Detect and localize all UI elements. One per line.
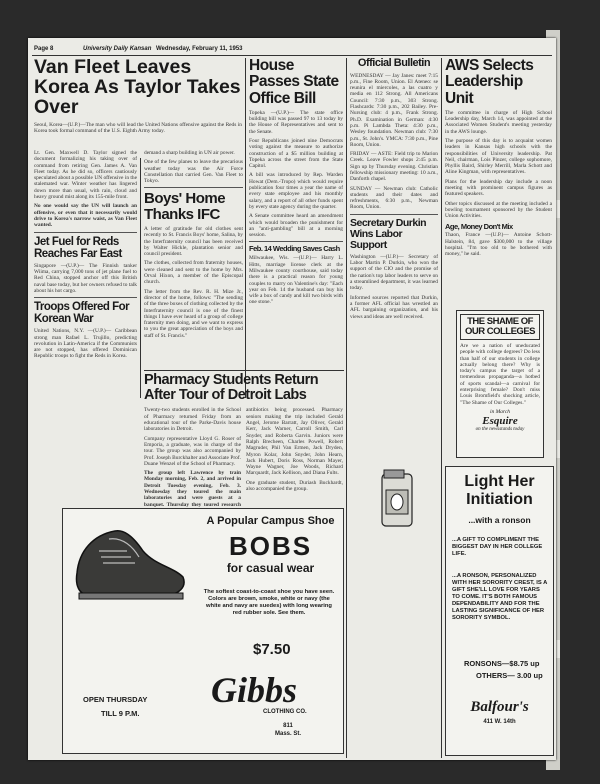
aws-body-3: Plans for the leadership day include a noon meeting with prominent campus figures as featured speakers. [445,178,552,198]
esquire-ad [456,310,544,458]
shame-body: Are we a nation of uneducated people with college degrees? Do less than half of our students in college actually belong there? Why is today's campus the target of a tremendous propaganda—a hotbed of sports scandal—a carnival for enterprising female? Don't miss Louis Bromfield's shocking article, "The Shame of Our Colleges." [460,342,540,406]
ronson-price-1: RONSONS—$8.75 up [464,659,540,668]
van-fleet-headline: Van Fleet Leaves Korea As Taylor Takes Over [34,58,241,118]
balfour-logo: Balfour's [470,699,529,715]
balfour-address: 411 W. 14th [483,719,516,725]
column-rule [346,58,347,758]
van-fleet-story [34,58,242,148]
bulletin-title: Official Bulletin [357,58,431,69]
jet-fuel-body: Singapore —(U.P.)— The Finnish tanker Wiima, carrying 7,000 tons of jet plane fuel to Red China, stopped anchor off this British naval base today, but her owners refused to talk about his hot cargo. [34,262,137,294]
durkin-headline: Secretary Durkin Wins Labor Support [350,216,427,251]
boys-home-headline: Boys' Home Thanks IFC [144,190,226,224]
ronson-ad [445,466,554,756]
gibbs-address-1: 811 [283,723,293,729]
ronson-with: ...with a ronson [468,515,531,525]
page-number: Page 8 [34,46,54,52]
ronson-pitch-1: ...A GIFT TO COMPLIMENT THE BIGGEST DAY IN HER COLLEGE LIFE. [452,537,543,557]
pharmacy-body-5: One graduate student, Duriash Buckhardt, also accompanied the group. [246,479,343,492]
aws-headline: AWS Selects Leadership Unit [445,58,534,107]
column-4 [350,58,438,528]
aws-body-2: The purpose of this day is to acquaint women leaders in Kansas high schools with the responsibilities of University leadership. Pat Neil, chairman, Lois Pinzer, college sophomore, Phyllis Baird, Shirley Merrill, Marla Schott and Aline Kingman, with representatives. [445,137,552,176]
aws-body-4: Other topics discussed at the meeting included a bowling tournament sponsored by the Student Union Activities. [445,200,552,220]
pharmacy-body-1: Twenty-two students enrolled in the School of Pharmacy returned Friday from an educational tour of the Parke-Davis house laboratories in Detroit. [144,407,241,433]
durkin-body-1: Washington —(U.P.)— Secretary of Labor Martin P. Durkin, who won the support of the CIO and the promise of the nation's top labor leaders to serve on a streamlined department, it was learned today. [350,253,438,292]
column-5 [445,58,552,308]
gibbs-address-2: Mass. St. [274,731,301,737]
masthead: University Daily Kansan [83,46,152,52]
troops-body: United Nations, N.Y. —(U.P.)— Caribbean strong man Rafael L. Trujillo, predicting revolution in Latin-America if the Communists are not stopped, has offered Dominican Republic troops to fight the Reds in Korea. [34,328,137,360]
column-2 [144,150,243,398]
story-rule [144,370,344,371]
ronson-pitch-2: ...A RONSON, PERSONALIZED WITH HER SORORITY CREST, IS A GIFT SHE'LL LOVE FOR YEARS TO COME. IT'S BOTH FAMOUS DEPENDABILITY AND FOR THE LASTING SIGNIFICANCE OF HER SORORITY SYMBOL. [452,573,548,621]
bobs-name: BOBS [228,531,313,561]
bobs-description: The softest coast-to-coast shoe you have seen. Colors are brown, smoke, white or navy (the white and navy are suedes) with long wearing red rubber sole. See them. [203,589,335,616]
house-body-3: A bill was introduced by Rep. Warden Howat (Dem.-Tropo) which would require publication four times a year the name of every state employee and his monthly salary, and a report of all other funds spent by every state agency during the quarter. [249,172,343,210]
ronson-price-2: OTHERS— 3.00 up [476,671,543,680]
pharmacy-body-2: Company representative Lloyd G. Roser of Emporia, a graduate, was in charge of the tour. The group was also accompanied by Prof. Joseph Burckhalter and Associate Prof. Duane Wenzel of the School of Pharmacy. [144,435,241,467]
bulletin-friday: FRIDAY — ASTE: Field trip to Marion Creek. Leave Fowler shops 2:45 p.m. Sign up by Thursday evening. Christian fellowship missionary meeting: 10 a.m., Danforth chapel. [350,151,438,183]
bobs-till: TILL 9 P.M. [101,709,140,718]
gibbs-logo: Gibbs [211,670,298,710]
column-rule [140,158,141,398]
house-body-1: Topeka —(U.P.)— The state office building bill was passed 97 to 13 today by the House of Representatives and sent to the Senate. [249,109,343,135]
boys-home-body-2: The clothes, collected from fraternity houses, were cleaned and sent to the home by Mrs. Orval Hixon, a member of the Episcopal church. [144,260,243,286]
wedding-headline: Feb. 14 Wedding Saves Cash [249,244,340,254]
house-body-2: Four Republicans joined nine Democrats voting against the measure to authorize construction of a $5 million building at Topeka across the street from the State Capitol. [249,137,343,170]
age-money-body: Thaon, France —(U.P.)— Antoine Schott-Halstein, 84, gave $300,000 to the village hospital. "I'm too old to be bothered with money," he said. [445,232,552,258]
bobs-price: $7.50 [253,641,291,658]
house-passes-headline: House Passes State Office Bill [249,58,339,107]
van-fleet-body: Lt. Gen. Maxwell D. Taylor signed the document formalizing his taking over of command from retiring Gen. James A. Van Fleet today. As he did so, officers cautiously speculated about a possible UN offensive in the stalemated war. Winter weather has lingered down more than usual, with rain, cloud and heavy ground mist along its 155-mile front. [34,150,137,201]
durkin-body-2: Informed sources reported that Durkin, a former AFL official has wrestled an AFL bargaining organization, and his views and ideas are well received. [350,294,438,320]
column-rule [441,58,442,758]
pharmacy-headline: Pharmacy Students Return After Tour of Detroit Labs [144,373,319,404]
folio-rule [32,55,552,56]
bulletin-sunday: SUNDAY — Newman club: Catholic students and their dates and refreshments, 6:30 p.m., Newman Room, Union. [350,185,438,211]
gibbs-sub: CLOTHING CO. [263,709,307,715]
ronson-title: Light Her Initiation [464,473,535,508]
bobs-tagline: A Popular Campus Shoe [206,515,335,527]
van-fleet-lead: Seoul, Korea—(U.P.)—The man who will lead the United Nations offensive against the Reds in Korea took formal command of the U.S. Eighth Army today. [34,121,242,134]
van-fleet-body-bold: No one would say the UN will launch an offensive, or even that it necessarily would drive to Korea's narrow waist, as Van Fleet wanted. [34,203,137,229]
bobs-sub: for casual wear [226,561,315,575]
boys-home-body-3: The letter from the Rev. R. H. Mize Jr., director of the home, follows: "The sending of the three boxes of clothing collected by the Interfraternity council is one of the finest things I have ever heard of a group of college fraternity men doing, and we want to express to you the great appreciation of the boys and staff of St. Francis." [144,288,243,339]
wedding-body: Milwaukee, Wis. —(U.P.)— Harry L. Hitts, marriage license clerk at the Milwaukee county courthouse, said today there is a practical reason for young couples to marry on Valentine's day: "Each year on Feb. 14 the husband can buy his wife a box of candy and kill two birds with one stone." [249,255,343,306]
shame-stands: on the newsstands today [475,426,525,432]
pharmacy-body-4: antibiotics being processed. Pharmacy seniors making the trip included Gerald Angel, Jerome Barratt, Jay Oliver, Gerald Kerr, Jack Warner, Carroll Smith, Carl Snyder, and Roberta Garvin. Juniors were Ralph Brecheen, Charles Powell, Robert Magruder, Phil Van Ermen, Jack Dryden, Myron Kolar, John Snyder, John Hearn, Jack Hubert, Doris Ross, Norman Mayer, Wayne Wagner, Joe Woods, Richard Marquardt, Jack Kellison, and Diana Fults. [246,407,343,477]
shame-title: THE SHAME OF OUR COLLEGES [460,314,540,340]
house-body-4: A Senate committee heard an amendment which would broaden the punishment for an "anti-gambling" bill at a morning session. [249,213,343,239]
lighter-icon [368,468,428,530]
newspaper-page [28,38,556,760]
shame-in: in March [489,408,511,415]
pharmacy-body-3: The group left Lawrence by train Monday morning, Feb. 2, and arrived in Detroit Tuesday evening, Feb. 3. Wednesday they toured the main laboratories and were guests at a banquet. Thursday they toured research [144,470,241,508]
constellation-body: One of the few planes to leave the precarious weather today was the Air Force Constellation that carried Gen. Van Fleet to Tokyo. [144,159,243,185]
troops-headline: Troops Offered For Korean War [34,301,130,326]
bobs-shoe-ad [62,508,344,754]
bulletin-wednesday: WEDNESDAY — Jay Janes: meet 7:15 p.m., Fine Room, Union. El Ateneo: se reunira el miercoles, a las cuatro y media en 112 Strong. All Americans Council: 7:30 p.m., 303 Strong. Flashcards: 7:30 p.m., 202 Bailey. Pre-Nursing club: 4 p.m., Frank Strong. Ph.D. Examination in German: 4:30 p.m. Pi Lambda Theta: 4:30 p.m., Wesley foundation. Newman club: 7:30 p.m., St. John's. YMCA: 7:30 p.m., Pine Room, Union. [350,72,438,148]
esquire-logo: Esquire [482,414,518,427]
air-power-body: demand a sharp building in UN air power. [144,150,235,156]
issue-date: Wednesday, February 11, 1953 [156,46,243,52]
column-rule [245,58,246,398]
jet-fuel-headline: Jet Fuel for Reds Reaches Far East [34,235,122,260]
age-money-headline: Age, Money Don't Mix [445,221,513,231]
column-3 [249,58,343,368]
shoe-illustration-icon [69,521,189,611]
lighter-illustration [368,468,428,530]
aws-body-1: The committee in charge of High School Leadership day, March 14, was appointed at the Associated Women Student's meeting yesterday in the AWS lounge. [445,109,552,135]
boys-home-body-1: A letter of gratitude for old clothes sent recently to St. Francis Boys' home, Salina, by the Interfraternity council has been received by Walter Hickle, plantation senior and council president. [144,225,243,258]
bobs-open: OPEN THURSDAY [83,695,148,704]
column-1 [34,150,137,398]
